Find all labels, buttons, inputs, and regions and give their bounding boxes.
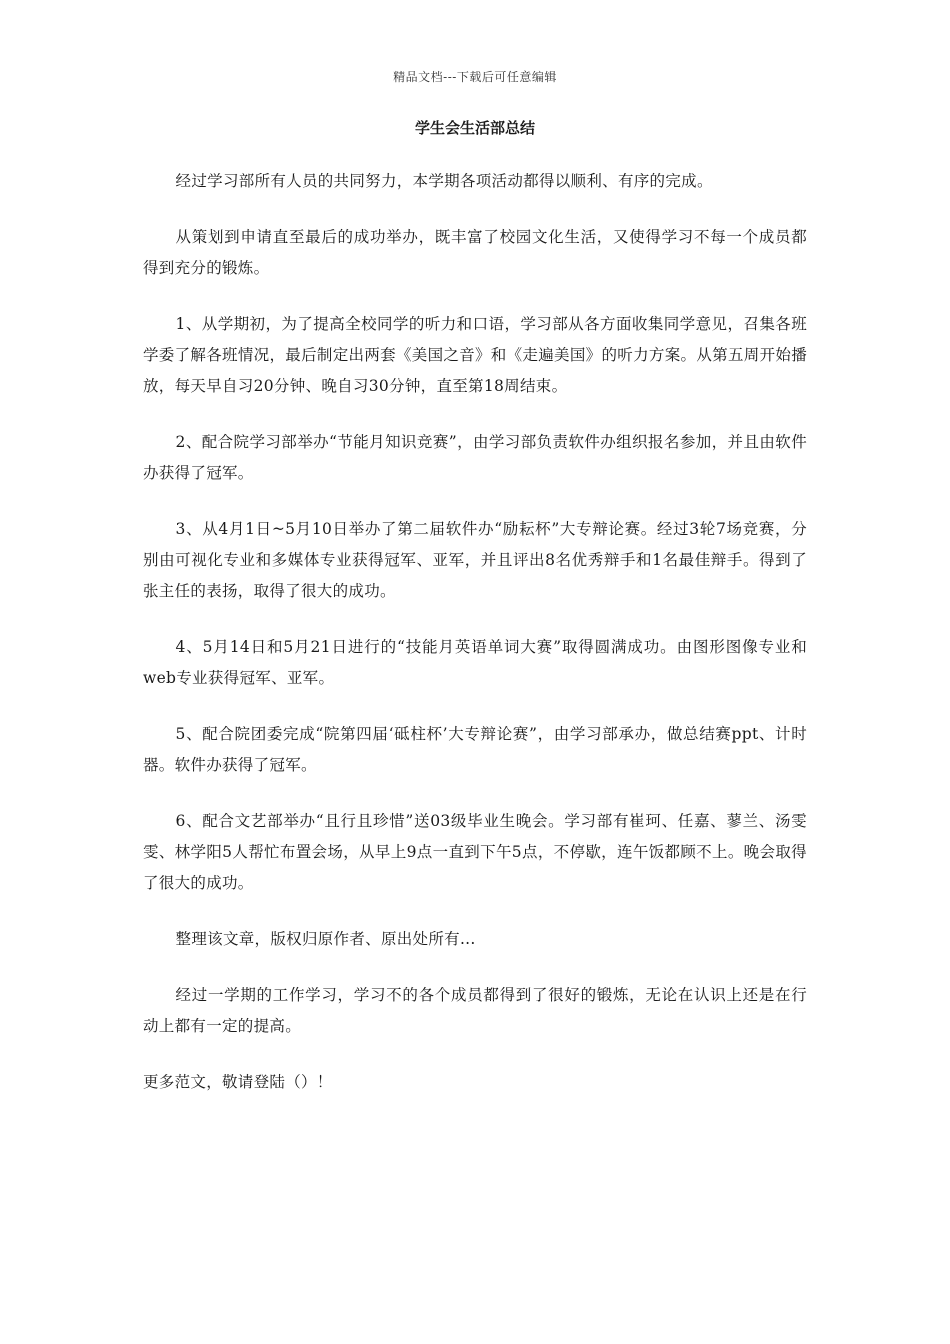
paragraph-item-4: 4、5月14日和5月21日进行的“技能月英语单词大赛”取得圆满成功。由图形图像专业和web专业获得冠军、亚军。 [143,638,807,687]
closing-line: 更多范文，敬请登陆（）！ [143,1073,333,1091]
paragraph-conclusion: 经过一学期的工作学习，学习不的各个成员都得到了很好的锻炼，无论在认识上还是在行动上都有一定的提高。 [143,986,807,1035]
paragraph-item-1: 1、从学期初，为了提高全校同学的听力和口语，学习部从各方面收集同学意见，召集各班学委了解各班情况，最后制定出两套《美国之音》和《走遍美国》的听力方案。从第五周开始播放，每天早自习20分钟、晚自习30分钟，直至第18周结束。 [143,315,807,395]
document-title: 学生会生活部总结 [414,119,535,137]
header-note: 精品文档---下载后可任意编辑 [393,70,557,84]
document-body [143,166,807,1123]
paragraph-item-3: 3、从4月1日~5月10日举办了第二届软件办“励耘杯”大专辩论赛。经过3轮7场竞赛，分别由可视化专业和多媒体专业获得冠军、亚军，并且评出8名优秀辩手和1名最佳辩手。得到了张主任的表扬，取得了很大的成功。 [143,520,807,600]
paragraph-intro: 经过学习部所有人员的共同努力，本学期各项活动都得以顺利、有序的完成。 [175,172,713,190]
paragraph-item-6: 6、配合文艺部举办“且行且珍惜”送03级毕业生晚会。学习部有崔珂、任嘉、蓼兰、汤雯雯、林学阳5人帮忙布置会场，从早上9点一直到下午5点，不停歇，连午饭都顾不上。晚会取得了很大的成功。 [143,812,807,892]
paragraph-summary: 从策划到申请直至最后的成功举办，既丰富了校园文化生活，又使得学习不每一个成员都得到充分的锻炼。 [143,228,807,277]
paragraph-item-2: 2、配合院学习部举办“节能月知识竞赛”，由学习部负责软件办组织报名参加，并且由软件办获得了冠军。 [143,433,807,482]
paragraph-item-5: 5、配合院团委完成“院第四届‘砥柱杯’大专辩论赛”，由学习部承办，做总结赛ppt、计时器。软件办获得了冠军。 [143,725,807,774]
paragraph-copyright: 整理该文章，版权归原作者、原出处所有... [175,930,476,948]
